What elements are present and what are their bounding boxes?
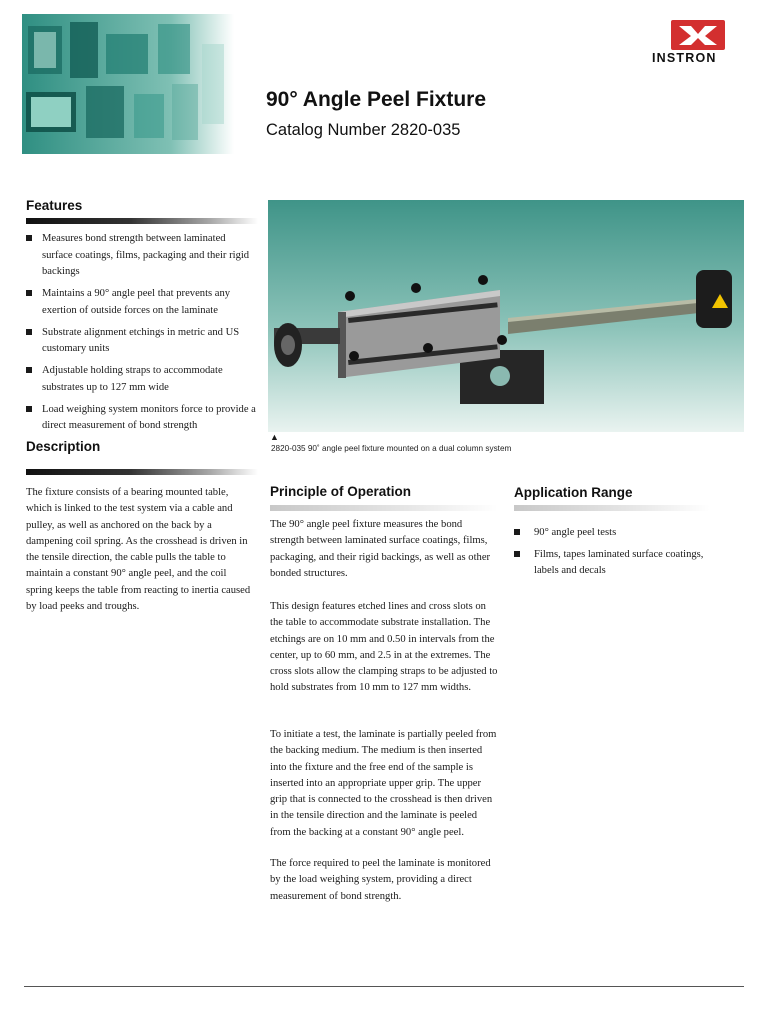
principle-heading: Principle of Operation: [270, 484, 412, 499]
description-rule: [26, 469, 258, 475]
header-collage-image: [22, 14, 234, 154]
catalog-number: Catalog Number 2820-035: [266, 121, 461, 139]
feature-item: Substrate alignment etchings in metric and US customary units: [26, 325, 258, 358]
description-text: The fixture consists of a bearing mounted table, which is linked to the test system via a cable and pulley, as well as anchored on the back by a dampening coil spring. As the crosshead is driven in the tensile direction, the cable pulls the table to maintain a constant 90° angle peel, and the coil spring keeps the table from reacting to inertia caused by load peeks and troughs.: [26, 487, 251, 613]
features-list: [26, 231, 258, 440]
feature-item: Load weighing system monitors force to provide a direct measurement of bond strength: [26, 402, 258, 435]
feature-item: Maintains a 90° angle peel that prevents any exertion of outside forces on the laminate: [26, 286, 258, 319]
fixture-photo: [268, 200, 744, 432]
feature-item: Adjustable holding straps to accommodate substrates up to 127 mm wide: [26, 363, 258, 396]
footer-rule: [24, 986, 744, 987]
instron-logo-text: INSTRON: [652, 51, 717, 65]
bullet-icon: [514, 529, 520, 535]
principle-rule: [270, 505, 498, 511]
principle-paragraph: To initiate a test, the laminate is partially peeled from the backing medium. The medium is then inserted into the fixture and the free end of the sample is inserted into an appropriate upper grip. The upper grip that is connected to the crosshead is then driven in the tensile direction and the laminate is peeled from the backing at a constant 90° angle peel.: [270, 729, 497, 838]
feature-item: Measures bond strength between laminated surface coatings, films, packaging and their rigid backings: [26, 231, 258, 281]
description-heading: Description: [26, 439, 101, 454]
bullet-icon: [26, 290, 32, 296]
bullet-icon: [26, 329, 32, 335]
photo-caption: 2820-035 90˚ angle peel fixture mounted on a dual column system: [271, 444, 512, 453]
principle-paragraph: This design features etched lines and cross slots on the table to accommodate substrate installation. The etchings are on 10 mm and 0.50 in intervals from the center, up to 60 mm, and 2.5 in at the extremes. The cross slots allow the clamping straps to be adjusted to hold substrates from 10 mm to 127 mm widths.: [270, 601, 498, 694]
application-heading: Application Range: [514, 485, 633, 500]
application-item: Films, tapes laminated surface coatings, labels and decals: [514, 547, 724, 580]
features-rule: [26, 218, 258, 224]
bullet-icon: [514, 551, 520, 557]
application-rule: [514, 505, 710, 511]
bullet-icon: [26, 367, 32, 373]
caption-marker: ▲: [270, 432, 279, 442]
page-title: 90° Angle Peel Fixture: [266, 88, 487, 111]
bullet-icon: [26, 406, 32, 412]
bullet-icon: [26, 235, 32, 241]
application-list: [514, 525, 724, 585]
principle-paragraph: The 90° angle peel fixture measures the bond strength between laminated surface coatings, films, packaging, and their rigid backings, as well as other bonded structures.: [270, 519, 491, 579]
application-item: 90° angle peel tests: [514, 525, 724, 542]
principle-paragraph: The force required to peel the laminate is monitored by the load weighing system, providing a direct measurement of bond strength.: [270, 858, 491, 902]
features-heading: Features: [26, 198, 83, 213]
instron-logo-mark: [671, 20, 725, 50]
